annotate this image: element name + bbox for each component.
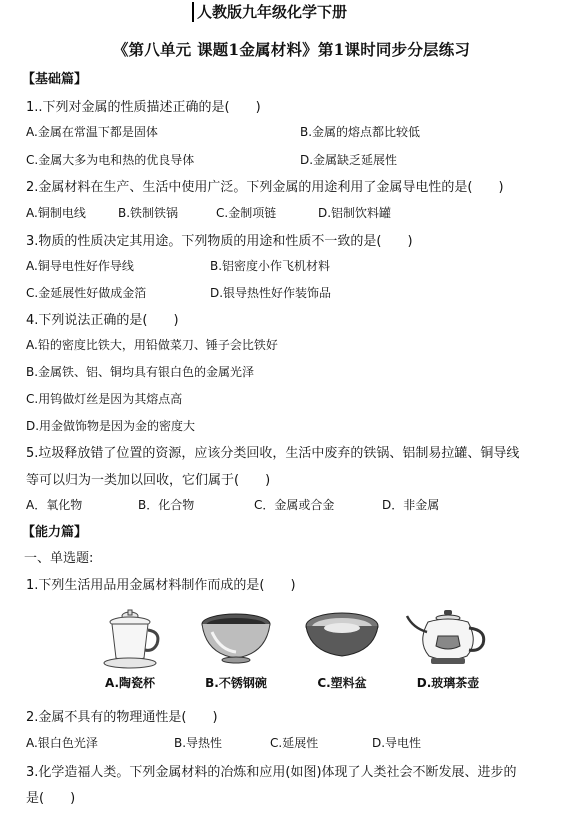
ability-question-2-option-c: C.延展性 [270,736,319,750]
question-1-option-d: D.金属缺乏延展性 [300,153,398,167]
question-5-option-c: C．金属或合金 [254,498,335,512]
question-2-option-b: B.铁制铁锅 [118,206,179,220]
figure-d [398,608,498,691]
question-5-option-a: A．氧化物 [26,498,83,512]
ability-question-3-stem-line-1: 3.化学造福人类。下列金属材料的冶炼和应用(如图)体现了人类社会不断发展、进步的 [26,765,517,780]
question-4-option-a: A.铅的密度比铁大，用铅做菜刀、锤子会比铁好 [26,338,278,352]
figure-b-label: B.不锈钢碗 [205,676,267,690]
question-3-option-d: D.银导热性好作装饰品 [210,286,332,300]
question-5-option-d: D．非金属 [382,498,440,512]
page-title: 人教版九年级化学下册 [192,2,347,22]
ceramic-cup-icon [95,608,165,670]
figure-c-label: C.塑料盆 [317,676,367,690]
question-4-option-c: C.用钨做灯丝是因为其熔点高 [26,392,183,406]
question-1-option-b: B.金属的熔点都比较低 [300,125,421,139]
steel-bowl-icon [196,608,276,670]
question-2-option-d: D.铝制饮料罐 [318,206,392,220]
ability-section-heading: 【能力篇】 [22,525,88,540]
question-2-option-a: A.铜制电线 [26,206,86,220]
lesson-subtitle: 《第八单元 课题1金属材料》第1课时同步分层练习 [112,40,471,59]
ability-question-2-stem: 2.金属不具有的物理通性是( ) [26,710,218,725]
figure-b [186,608,286,691]
question-2-option-c: C.金制项链 [216,206,277,220]
figure-c [292,608,392,691]
question-3-option-c: C.金延展性好做成金箔 [26,286,147,300]
plastic-basin-icon [302,608,382,670]
question-2-stem: 2.金属材料在生产、生活中使用广泛。下列金属的用途利用了金属导电性的是( ) [26,180,504,195]
question-1-option-a: A.金属在常温下都是固体 [26,125,158,139]
question-3-option-a: A.铜导电性好作导线 [26,259,134,273]
question-3-option-b: B.铝密度小作飞机材料 [210,259,331,273]
product-figures [80,608,500,698]
question-3-stem: 3.物质的性质决定其用途。下列物质的用途和性质不一致的是( ) [26,234,413,249]
ability-question-1-stem: 1.下列生活用品用金属材料制作而成的是( ) [26,578,296,593]
figure-a-label: A.陶瓷杯 [104,676,156,690]
ability-question-2-option-a: A.银白色光泽 [26,736,98,750]
ability-question-2-option-d: D.导电性 [372,736,422,750]
single-choice-heading: 一、单选题: [24,551,94,566]
ability-question-3-stem-line-2: 是( ) [26,791,76,806]
basic-section-heading: 【基础篇】 [22,72,88,87]
question-5-stem-line-2: 等可以归为一类加以回收，它们属于( ) [26,473,271,488]
question-4-stem: 4.下列说法正确的是( ) [26,313,179,328]
figure-d-label: D.玻璃茶壶 [416,676,480,690]
question-1-stem: 1..下列对金属的性质描述正确的是( ) [26,100,261,115]
question-4-option-d: D.用金做饰物是因为金的密度大 [26,419,196,433]
figure-a [80,608,180,691]
question-1-option-c: C.金属大多为电和热的优良导体 [26,153,195,167]
question-4-option-b: B.金属铁、铝、铜均具有银白色的金属光泽 [26,365,255,379]
ability-question-2-option-b: B.导热性 [174,736,223,750]
question-5-option-b: B．化合物 [138,498,195,512]
glass-teapot-icon [403,608,493,670]
question-5-stem-line-1: 5.垃圾释放错了位置的资源，应该分类回收，生活中废弃的铁锅、铝制易拉罐、铜导线 [26,446,520,461]
